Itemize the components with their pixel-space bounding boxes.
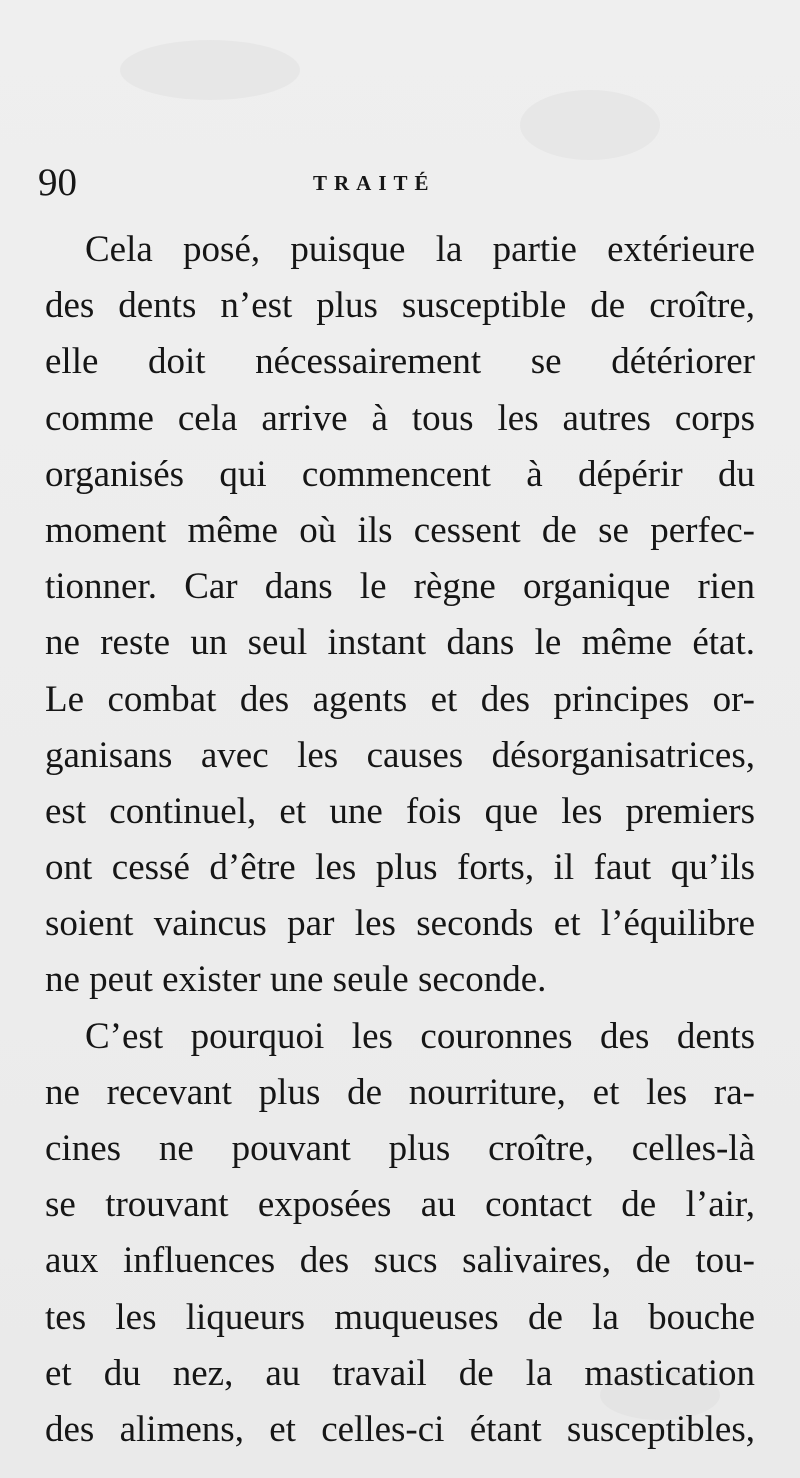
paper-stain [120,40,300,100]
text-line: est continuel, et une fois que les premiers [45,790,755,832]
page-header [38,158,758,208]
body-text [45,222,755,1458]
text-line: Le combat des agents et des principes or- [45,678,755,720]
text-line: elle doit nécessairement se détériorer [45,341,755,383]
text-line: soient vaincus par les seconds et l’équilibre [45,903,755,945]
text-line: ne peut exister une seule seconde. [45,959,547,1001]
text-line: tionner. Car dans le règne organique rien [45,566,755,608]
text-line: tes les liqueurs muqueuses de la bouche [45,1296,755,1338]
text-line: comme cela arrive à tous les autres corps [45,397,755,439]
text-line: et du nez, au travail de la mastication [45,1352,755,1394]
running-title: TRAITÉ [313,171,436,195]
text-line: ganisans avec les causes désorganisatrices, [45,734,755,776]
text-line: Cela posé, puisque la partie extérieure [85,229,755,270]
paper-stain [520,90,660,160]
text-line: des dents n’est plus susceptible de croître, [45,285,755,327]
text-line: C’est pourquoi les couronnes des dents [85,1015,755,1057]
text-line: organisés qui commencent à dépérir du [45,453,755,495]
text-line: ne reste un seul instant dans le même état. [45,622,755,664]
page-number: 90 [38,161,77,204]
text-line: cines ne pouvant plus croître, celles-là [45,1128,755,1169]
text-line: ont cessé d’être les plus forts, il faut qu’ils [45,847,755,889]
paragraph-1 [45,222,755,1009]
text-line: aux influences des sucs salivaires, de tou- [45,1240,755,1282]
text-line: ne recevant plus de nourriture, et les ra- [45,1071,755,1113]
paragraph-2 [45,1009,755,1459]
text-line: se trouvant exposées au contact de l’air, [45,1184,755,1226]
text-line: des alimens, et celles-ci étant susceptibles, [45,1408,755,1450]
text-line: moment même où ils cessent de se perfec- [45,509,755,551]
